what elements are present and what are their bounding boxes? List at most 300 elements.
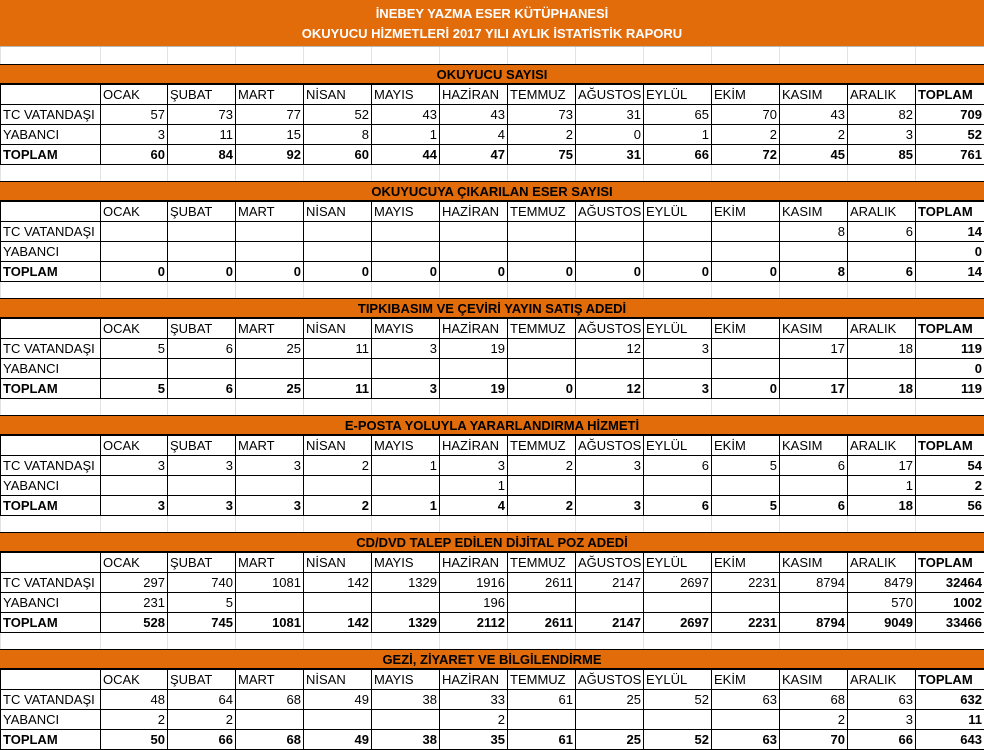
spacer-cell — [167, 398, 168, 415]
spacer-cell — [507, 164, 508, 181]
month-header: EYLÜL — [644, 670, 712, 690]
spacer-cell — [643, 632, 644, 649]
value-cell — [304, 710, 372, 730]
value-cell: 3 — [576, 456, 644, 476]
value-cell: 82 — [848, 105, 916, 125]
value-cell: 38 — [372, 730, 440, 750]
section-title: OKUYUCUYA ÇIKARILAN ESER SAYISI — [0, 181, 984, 201]
value-cell: 1 — [440, 476, 508, 496]
value-cell: 1081 — [236, 573, 304, 593]
value-cell: 6 — [848, 262, 916, 282]
spacer-cell — [575, 632, 576, 649]
value-cell: 11 — [304, 339, 372, 359]
value-cell: 2611 — [508, 573, 576, 593]
table-row — [1, 262, 984, 282]
spacer-cell — [167, 632, 168, 649]
spacer-cell — [779, 398, 780, 415]
value-cell: 75 — [508, 145, 576, 165]
value-cell: 3 — [440, 456, 508, 476]
report-title: OKUYUCU HİZMETLERİ 2017 YILI AYLIK İSTATİSTİK RAPORU — [301, 26, 683, 41]
stat-section — [0, 298, 984, 399]
spacer-cell — [167, 281, 168, 298]
value-cell — [101, 222, 168, 242]
row-total-cell: 119 — [916, 339, 984, 359]
corner-cell — [1, 553, 101, 573]
value-cell: 68 — [236, 690, 304, 710]
spacer-cell — [0, 515, 1, 532]
value-cell: 3 — [372, 379, 440, 399]
stat-table — [0, 201, 984, 282]
month-header: ARALIK — [848, 202, 916, 222]
stat-section — [0, 181, 984, 282]
value-cell: 3 — [848, 125, 916, 145]
row-label: TOPLAM — [1, 379, 101, 399]
spacer-cell — [847, 515, 848, 532]
value-cell: 33 — [440, 690, 508, 710]
total-header: TOPLAM — [916, 436, 984, 456]
table-row — [1, 593, 984, 613]
value-cell — [168, 222, 236, 242]
value-cell: 0 — [440, 262, 508, 282]
row-total-cell: 0 — [916, 359, 984, 379]
spacer-cell — [439, 47, 440, 64]
month-header: KASIM — [780, 85, 848, 105]
value-cell: 49 — [304, 690, 372, 710]
corner-cell — [1, 670, 101, 690]
month-header: ŞUBAT — [168, 553, 236, 573]
spacer-cell — [371, 281, 372, 298]
value-cell: 1 — [372, 496, 440, 516]
spacer-cell — [779, 632, 780, 649]
value-cell: 49 — [304, 730, 372, 750]
value-cell: 0 — [508, 379, 576, 399]
value-cell: 70 — [780, 730, 848, 750]
value-cell: 5 — [101, 379, 168, 399]
month-header: NİSAN — [304, 436, 372, 456]
value-cell: 25 — [576, 690, 644, 710]
value-cell: 2231 — [712, 573, 780, 593]
row-label: TOPLAM — [1, 730, 101, 750]
value-cell: 60 — [304, 145, 372, 165]
value-cell: 70 — [712, 105, 780, 125]
value-cell — [508, 359, 576, 379]
month-header: ARALIK — [848, 319, 916, 339]
value-cell: 57 — [101, 105, 168, 125]
month-header: ARALIK — [848, 670, 916, 690]
table-row — [1, 359, 984, 379]
corner-cell — [1, 319, 101, 339]
month-header: MAYIS — [372, 202, 440, 222]
month-header: NİSAN — [304, 85, 372, 105]
value-cell: 31 — [576, 145, 644, 165]
table-row — [1, 105, 984, 125]
month-header: KASIM — [780, 436, 848, 456]
value-cell — [644, 710, 712, 730]
spacer-row — [0, 632, 984, 650]
row-total-cell: 2 — [916, 476, 984, 496]
month-header: MART — [236, 553, 304, 573]
spacer-cell — [167, 47, 168, 64]
spacer-cell — [507, 398, 508, 415]
value-cell: 3 — [576, 496, 644, 516]
spacer-cell — [779, 515, 780, 532]
row-total-cell: 11 — [916, 710, 984, 730]
month-header: NİSAN — [304, 202, 372, 222]
table-row — [1, 339, 984, 359]
table-row — [1, 456, 984, 476]
spacer-row — [0, 398, 984, 416]
value-cell: 3 — [101, 125, 168, 145]
month-header: HAZİRAN — [440, 319, 508, 339]
month-header: HAZİRAN — [440, 436, 508, 456]
value-cell: 1 — [644, 125, 712, 145]
stat-table — [0, 552, 984, 633]
value-cell — [101, 242, 168, 262]
month-header-row — [1, 670, 984, 690]
value-cell: 77 — [236, 105, 304, 125]
spacer-cell — [711, 47, 712, 64]
row-total-cell: 33466 — [916, 613, 984, 633]
month-header: ARALIK — [848, 85, 916, 105]
value-cell: 2231 — [712, 613, 780, 633]
row-total-cell: 54 — [916, 456, 984, 476]
month-header-row — [1, 553, 984, 573]
row-total-cell: 643 — [916, 730, 984, 750]
month-header-row — [1, 85, 984, 105]
value-cell: 0 — [576, 262, 644, 282]
value-cell: 5 — [168, 593, 236, 613]
month-header: EYLÜL — [644, 319, 712, 339]
value-cell: 3 — [101, 456, 168, 476]
month-header: MAYIS — [372, 85, 440, 105]
corner-cell — [1, 85, 101, 105]
spacer-cell — [643, 47, 644, 64]
value-cell: 740 — [168, 573, 236, 593]
month-header: MART — [236, 436, 304, 456]
value-cell — [440, 242, 508, 262]
value-cell: 43 — [372, 105, 440, 125]
value-cell: 3 — [236, 456, 304, 476]
row-total-cell: 32464 — [916, 573, 984, 593]
month-header: OCAK — [101, 436, 168, 456]
value-cell — [372, 242, 440, 262]
value-cell: 4 — [440, 496, 508, 516]
value-cell — [712, 339, 780, 359]
value-cell — [848, 242, 916, 262]
value-cell: 15 — [236, 125, 304, 145]
value-cell — [712, 222, 780, 242]
value-cell: 142 — [304, 613, 372, 633]
row-total-cell: 14 — [916, 222, 984, 242]
value-cell: 8 — [780, 222, 848, 242]
value-cell: 45 — [780, 145, 848, 165]
spacer-cell — [235, 398, 236, 415]
spacer-cell — [371, 632, 372, 649]
spacer-cell — [779, 164, 780, 181]
table-row — [1, 125, 984, 145]
spacer-cell — [711, 398, 712, 415]
spacer-cell — [711, 632, 712, 649]
value-cell: 6 — [780, 456, 848, 476]
spacer-cell — [100, 164, 101, 181]
value-cell: 142 — [304, 573, 372, 593]
month-header: OCAK — [101, 319, 168, 339]
value-cell — [508, 710, 576, 730]
value-cell: 1 — [372, 456, 440, 476]
value-cell: 43 — [440, 105, 508, 125]
spacer-cell — [643, 398, 644, 415]
value-cell: 60 — [101, 145, 168, 165]
row-label: YABANCI — [1, 242, 101, 262]
value-cell — [236, 593, 304, 613]
month-header: EYLÜL — [644, 85, 712, 105]
month-header: KASIM — [780, 553, 848, 573]
value-cell: 2 — [508, 125, 576, 145]
month-header: KASIM — [780, 319, 848, 339]
value-cell: 72 — [712, 145, 780, 165]
month-header: OCAK — [101, 202, 168, 222]
spacer-cell — [779, 281, 780, 298]
month-header: EYLÜL — [644, 436, 712, 456]
month-header: ŞUBAT — [168, 85, 236, 105]
month-header: AĞUSTOS — [576, 202, 644, 222]
spacer-cell — [915, 47, 916, 64]
value-cell: 84 — [168, 145, 236, 165]
table-row — [1, 476, 984, 496]
value-cell — [236, 242, 304, 262]
month-header: MART — [236, 85, 304, 105]
value-cell: 17 — [780, 339, 848, 359]
value-cell — [304, 359, 372, 379]
value-cell: 8 — [304, 125, 372, 145]
month-header: EKİM — [712, 670, 780, 690]
table-row — [1, 730, 984, 750]
month-header: TEMMUZ — [508, 202, 576, 222]
spacer-cell — [100, 47, 101, 64]
value-cell — [440, 222, 508, 242]
table-row — [1, 379, 984, 399]
value-cell — [372, 593, 440, 613]
value-cell: 12 — [576, 379, 644, 399]
value-cell: 570 — [848, 593, 916, 613]
total-header: TOPLAM — [916, 319, 984, 339]
value-cell: 63 — [712, 730, 780, 750]
value-cell: 1 — [372, 125, 440, 145]
row-label: TC VATANDAŞI — [1, 573, 101, 593]
value-cell: 0 — [101, 262, 168, 282]
month-header-row — [1, 436, 984, 456]
spacer-cell — [439, 632, 440, 649]
table-row — [1, 222, 984, 242]
month-header: NİSAN — [304, 670, 372, 690]
spacer-cell — [507, 632, 508, 649]
spacer-row — [0, 515, 984, 533]
value-cell: 1916 — [440, 573, 508, 593]
value-cell: 2 — [508, 456, 576, 476]
value-cell: 11 — [168, 125, 236, 145]
month-header: AĞUSTOS — [576, 319, 644, 339]
spacer-row — [0, 281, 984, 299]
value-cell: 3 — [644, 339, 712, 359]
spacer-cell — [100, 515, 101, 532]
value-cell: 85 — [848, 145, 916, 165]
table-row — [1, 613, 984, 633]
spacer-cell — [643, 281, 644, 298]
spacer-cell — [235, 164, 236, 181]
value-cell: 44 — [372, 145, 440, 165]
value-cell — [712, 593, 780, 613]
value-cell — [101, 476, 168, 496]
value-cell — [644, 593, 712, 613]
row-label: TC VATANDAŞI — [1, 690, 101, 710]
value-cell: 2147 — [576, 613, 644, 633]
month-header: AĞUSTOS — [576, 670, 644, 690]
month-header: HAZİRAN — [440, 202, 508, 222]
spacer-cell — [0, 47, 1, 64]
value-cell: 18 — [848, 496, 916, 516]
value-cell — [508, 476, 576, 496]
row-label: TC VATANDAŞI — [1, 105, 101, 125]
stat-section — [0, 415, 984, 516]
value-cell — [644, 222, 712, 242]
value-cell — [236, 476, 304, 496]
value-cell: 2 — [304, 496, 372, 516]
value-cell — [712, 359, 780, 379]
total-header: TOPLAM — [916, 85, 984, 105]
value-cell: 66 — [644, 145, 712, 165]
spacer-cell — [915, 515, 916, 532]
month-header: EKİM — [712, 202, 780, 222]
value-cell: 231 — [101, 593, 168, 613]
value-cell: 1 — [848, 476, 916, 496]
section-title: E-POSTA YOLUYLA YARARLANDIRMA HİZMETİ — [0, 415, 984, 435]
month-header: AĞUSTOS — [576, 553, 644, 573]
row-label: YABANCI — [1, 593, 101, 613]
spacer-cell — [915, 632, 916, 649]
spacer-cell — [0, 632, 1, 649]
month-header: ARALIK — [848, 436, 916, 456]
spacer-cell — [371, 398, 372, 415]
value-cell: 1329 — [372, 573, 440, 593]
month-header: OCAK — [101, 670, 168, 690]
value-cell — [848, 359, 916, 379]
value-cell: 1081 — [236, 613, 304, 633]
spacer-cell — [303, 398, 304, 415]
value-cell: 43 — [780, 105, 848, 125]
spacer-cell — [575, 164, 576, 181]
value-cell: 17 — [848, 456, 916, 476]
spacer-cell — [100, 398, 101, 415]
corner-cell — [1, 202, 101, 222]
value-cell: 2 — [508, 496, 576, 516]
value-cell: 6 — [780, 496, 848, 516]
spacer-cell — [371, 164, 372, 181]
month-header: MART — [236, 319, 304, 339]
stat-table — [0, 84, 984, 165]
value-cell: 5 — [101, 339, 168, 359]
value-cell: 65 — [644, 105, 712, 125]
stat-section — [0, 532, 984, 633]
value-cell — [576, 710, 644, 730]
spacer-cell — [303, 281, 304, 298]
stat-table — [0, 435, 984, 516]
value-cell — [372, 359, 440, 379]
value-cell: 2 — [304, 456, 372, 476]
spacer-cell — [711, 281, 712, 298]
value-cell — [168, 359, 236, 379]
value-cell: 68 — [236, 730, 304, 750]
month-header: HAZİRAN — [440, 85, 508, 105]
value-cell — [780, 593, 848, 613]
value-cell — [780, 242, 848, 262]
row-total-cell: 1002 — [916, 593, 984, 613]
value-cell: 3 — [372, 339, 440, 359]
value-cell: 297 — [101, 573, 168, 593]
value-cell: 63 — [848, 690, 916, 710]
value-cell: 0 — [304, 262, 372, 282]
value-cell: 52 — [644, 690, 712, 710]
spacer-cell — [779, 47, 780, 64]
spacer-cell — [575, 281, 576, 298]
value-cell: 3 — [168, 496, 236, 516]
value-cell: 52 — [644, 730, 712, 750]
spacer-cell — [235, 515, 236, 532]
value-cell: 66 — [848, 730, 916, 750]
spacer-cell — [100, 632, 101, 649]
spacer-cell — [507, 515, 508, 532]
month-header: ŞUBAT — [168, 202, 236, 222]
value-cell — [576, 242, 644, 262]
value-cell: 6 — [168, 379, 236, 399]
table-row — [1, 573, 984, 593]
spacer-cell — [439, 398, 440, 415]
value-cell: 3 — [101, 496, 168, 516]
spacer-cell — [915, 164, 916, 181]
value-cell — [236, 222, 304, 242]
value-cell — [168, 242, 236, 262]
month-header: EKİM — [712, 85, 780, 105]
row-total-cell: 709 — [916, 105, 984, 125]
spacer-cell — [915, 281, 916, 298]
value-cell: 0 — [712, 379, 780, 399]
spacer-cell — [575, 515, 576, 532]
value-cell — [508, 242, 576, 262]
spacer-cell — [371, 515, 372, 532]
value-cell: 8794 — [780, 613, 848, 633]
table-row — [1, 242, 984, 262]
spacer-cell — [575, 398, 576, 415]
row-label: TC VATANDAŞI — [1, 339, 101, 359]
row-label: TOPLAM — [1, 496, 101, 516]
value-cell: 38 — [372, 690, 440, 710]
value-cell: 3 — [168, 456, 236, 476]
month-header: OCAK — [101, 85, 168, 105]
value-cell: 73 — [168, 105, 236, 125]
month-header-row — [1, 319, 984, 339]
value-cell: 2112 — [440, 613, 508, 633]
value-cell — [576, 222, 644, 242]
value-cell: 2697 — [644, 613, 712, 633]
month-header: EKİM — [712, 436, 780, 456]
month-header: ŞUBAT — [168, 670, 236, 690]
value-cell — [508, 339, 576, 359]
value-cell: 4 — [440, 125, 508, 145]
value-cell: 5 — [712, 456, 780, 476]
row-total-cell: 56 — [916, 496, 984, 516]
spacer-cell — [439, 515, 440, 532]
month-header: AĞUSTOS — [576, 85, 644, 105]
spacer-cell — [235, 632, 236, 649]
